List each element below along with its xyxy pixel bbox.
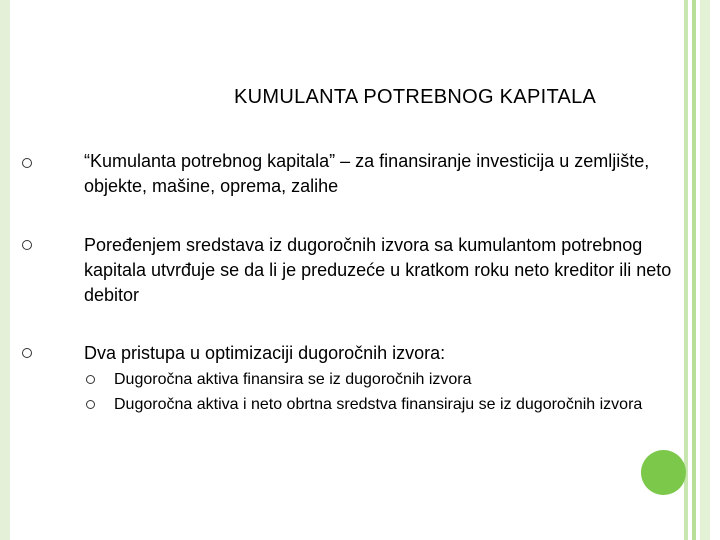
decorative-green-circle	[641, 450, 686, 495]
bullet-circle-icon	[22, 348, 32, 358]
sub-bullet-text-1: Dugoročna aktiva finansira se iz dugoročnih izvora	[114, 371, 472, 388]
slide-title: KUMULANTA POTREBNOG KAPITALA	[234, 86, 597, 108]
sub-bullet-text-2: Dugoročna aktiva i neto obrtna sredstva finansiraju se iz dugoročnih izvora	[114, 396, 643, 413]
bullet-text-3: Dva pristupa u optimizaciji dugoročnih izvora:	[84, 343, 446, 363]
bullet-text-1: “Kumulanta potrebnog kapitala” – za finansiranje investicija u zemljište, objekte, mašine, oprema, zalihe	[84, 151, 650, 196]
bullet-circle-icon	[22, 158, 32, 168]
bullet-text-2: Poređenjem sredstava iz dugoročnih izvora sa kumulantom potrebnog kapitala utvrđuje se da li je preduzeće u kratkom roku neto kreditor ili neto debitor	[84, 235, 672, 305]
left-frame-stripe	[0, 0, 10, 540]
sub-bullet-circle-icon	[86, 375, 95, 384]
sub-bullet-circle-icon	[86, 400, 95, 409]
bullet-circle-icon	[22, 240, 32, 250]
